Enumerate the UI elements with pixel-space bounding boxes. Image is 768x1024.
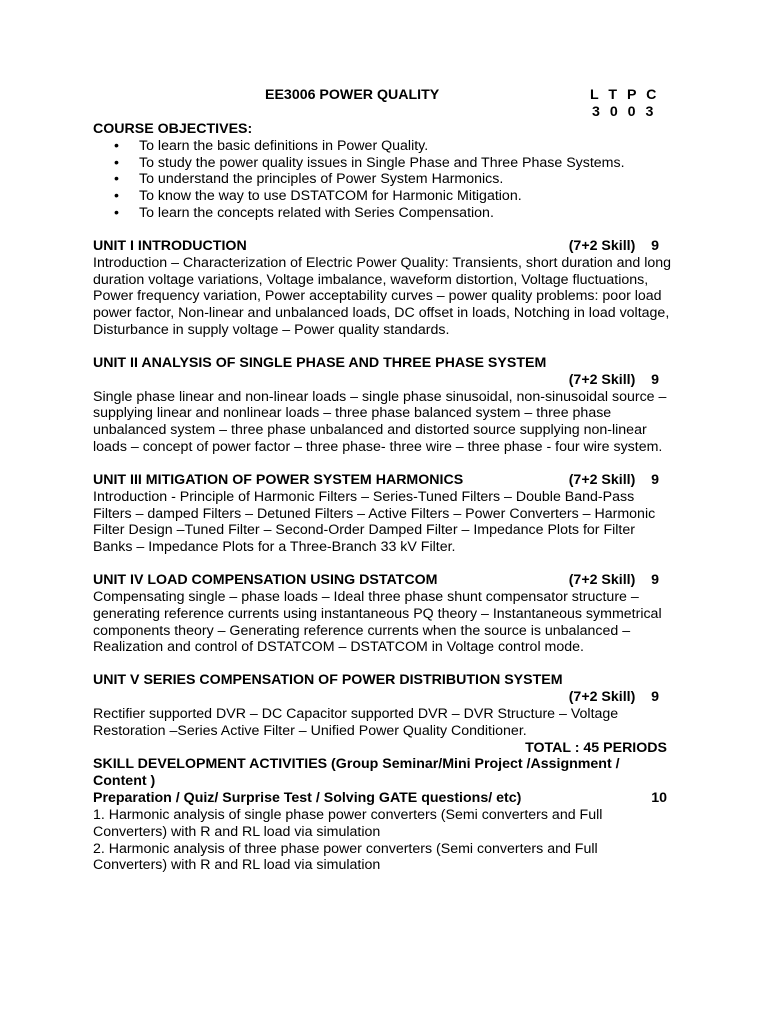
unit-5-title: UNIT V SERIES COMPENSATION OF POWER DISTRIBUTION SYSTEM <box>93 672 563 689</box>
unit-4-heading <box>93 572 673 589</box>
prep-row <box>93 790 673 807</box>
ltpc-label: L T P C <box>590 87 660 103</box>
unit-3-hours: (7+2 Skill) 9 <box>568 471 659 488</box>
objectives-list <box>93 138 673 222</box>
unit-5-hours: (7+2 Skill) 9 <box>568 688 659 705</box>
unit-3-title: UNIT III MITIGATION OF POWER SYSTEM HARMONICS <box>93 471 464 488</box>
objective-item: • To learn the basic definitions in Power Quality. <box>114 137 429 154</box>
bullet-icon: • <box>114 137 119 154</box>
objective-item: • To know the way to use DSTATCOM for Harmonic Mitigation. <box>114 188 522 205</box>
unit-1-body: Introduction – Characterization of Electric Power Quality: Transients, short duration and long duration voltage variations, Voltage imbalance, waveform distortion, Voltage fluctuations, Power frequency variation, Power acceptability curves – power quality problems: poor load power factor, Non-linear and unbalanced loads, DC offset in loads, Notching in load voltage, Disturbance in supply voltage – Power quality standards. <box>93 254 672 338</box>
bullet-icon: • <box>114 204 119 221</box>
unit-2-body: Single phase linear and non-linear loads – single phase sinusoidal, non-sinusoidal source – supplying linear and nonlinear loads – three phase balanced system – three phase unbalanced system – three phase unbalanced and distorted source supplying non-linear loads – concept of power factor – three phase- three wire – three phase - four wire system. <box>93 388 667 455</box>
objective-item: • To learn the concepts related with Series Compensation. <box>114 204 494 221</box>
bullet-icon: • <box>114 154 119 171</box>
syllabus-page <box>93 87 673 874</box>
prep-label: Preparation / Quiz/ Surprise Test / Solving GATE questions/ etc) <box>93 789 522 806</box>
unit-3-heading <box>93 472 673 489</box>
unit-4-body: Compensating single – phase loads – Ideal three phase shunt compensator structure – generating reference currents using instantaneous PQ theory – Instantaneous symmetrical components theory – Generating reference currents when the source is unbalanced –Realization and control of DSTATCOM – DSTATCOM in Voltage control mode. <box>93 588 662 656</box>
unit-2-title: UNIT II ANALYSIS OF SINGLE PHASE AND THREE PHASE SYSTEM <box>93 354 547 371</box>
bullet-icon: • <box>114 171 119 188</box>
skill-item: 1. Harmonic analysis of single phase power converters (Semi converters and Full Converters) with R and RL load via simulation <box>93 806 603 840</box>
unit-2-hours-row <box>93 372 673 389</box>
credits-value: 3 0 0 3 <box>592 104 657 120</box>
skill-heading: SKILL DEVELOPMENT ACTIVITIES (Group Seminar/Mini Project /Assignment / Content ) <box>93 756 620 790</box>
total-periods: TOTAL : 45 PERIODS <box>525 739 667 756</box>
unit-5-hours-row <box>93 689 673 706</box>
unit-5-body: Rectifier supported DVR – DC Capacitor supported DVR – DVR Structure – Voltage Restoration –Series Active Filter – Unified Power Quality Conditioner. <box>93 705 619 739</box>
bullet-icon: • <box>114 188 119 205</box>
prep-hours: 10 <box>651 789 667 806</box>
objectives-heading: COURSE OBJECTIVES: <box>93 121 253 137</box>
unit-1-heading <box>93 238 673 255</box>
objective-item: • To understand the principles of Power System Harmonics. <box>114 171 504 188</box>
unit-3-body: Introduction - Principle of Harmonic Filters – Series-Tuned Filters – Double Band-Pass Filters – damped Filters – Detuned Filters – Active Filters – Power Converters – Harmonic Filter Design –Tuned Filter – Second-Order Damped Filter – Impedance Plots for Filter Banks – Impedance Plots for a Three-Branch 33 kV Filter. <box>93 488 656 556</box>
unit-4-hours: (7+2 Skill) 9 <box>568 571 659 588</box>
unit-1-hours: (7+2 Skill) 9 <box>568 237 659 254</box>
skill-item: 2. Harmonic analysis of three phase power converters (Semi converters and Full Converters) with R and RL load via simulation <box>93 840 598 874</box>
course-title: EE3006 POWER QUALITY <box>265 87 440 103</box>
title-row <box>93 87 673 104</box>
unit-4-title: UNIT IV LOAD COMPENSATION USING DSTATCOM <box>93 571 438 588</box>
credits-row <box>93 104 673 121</box>
unit-2-hours: (7+2 Skill) 9 <box>568 371 659 388</box>
objective-item: • To study the power quality issues in Single Phase and Three Phase Systems. <box>114 154 625 171</box>
unit-1-title: UNIT I INTRODUCTION <box>93 237 247 254</box>
